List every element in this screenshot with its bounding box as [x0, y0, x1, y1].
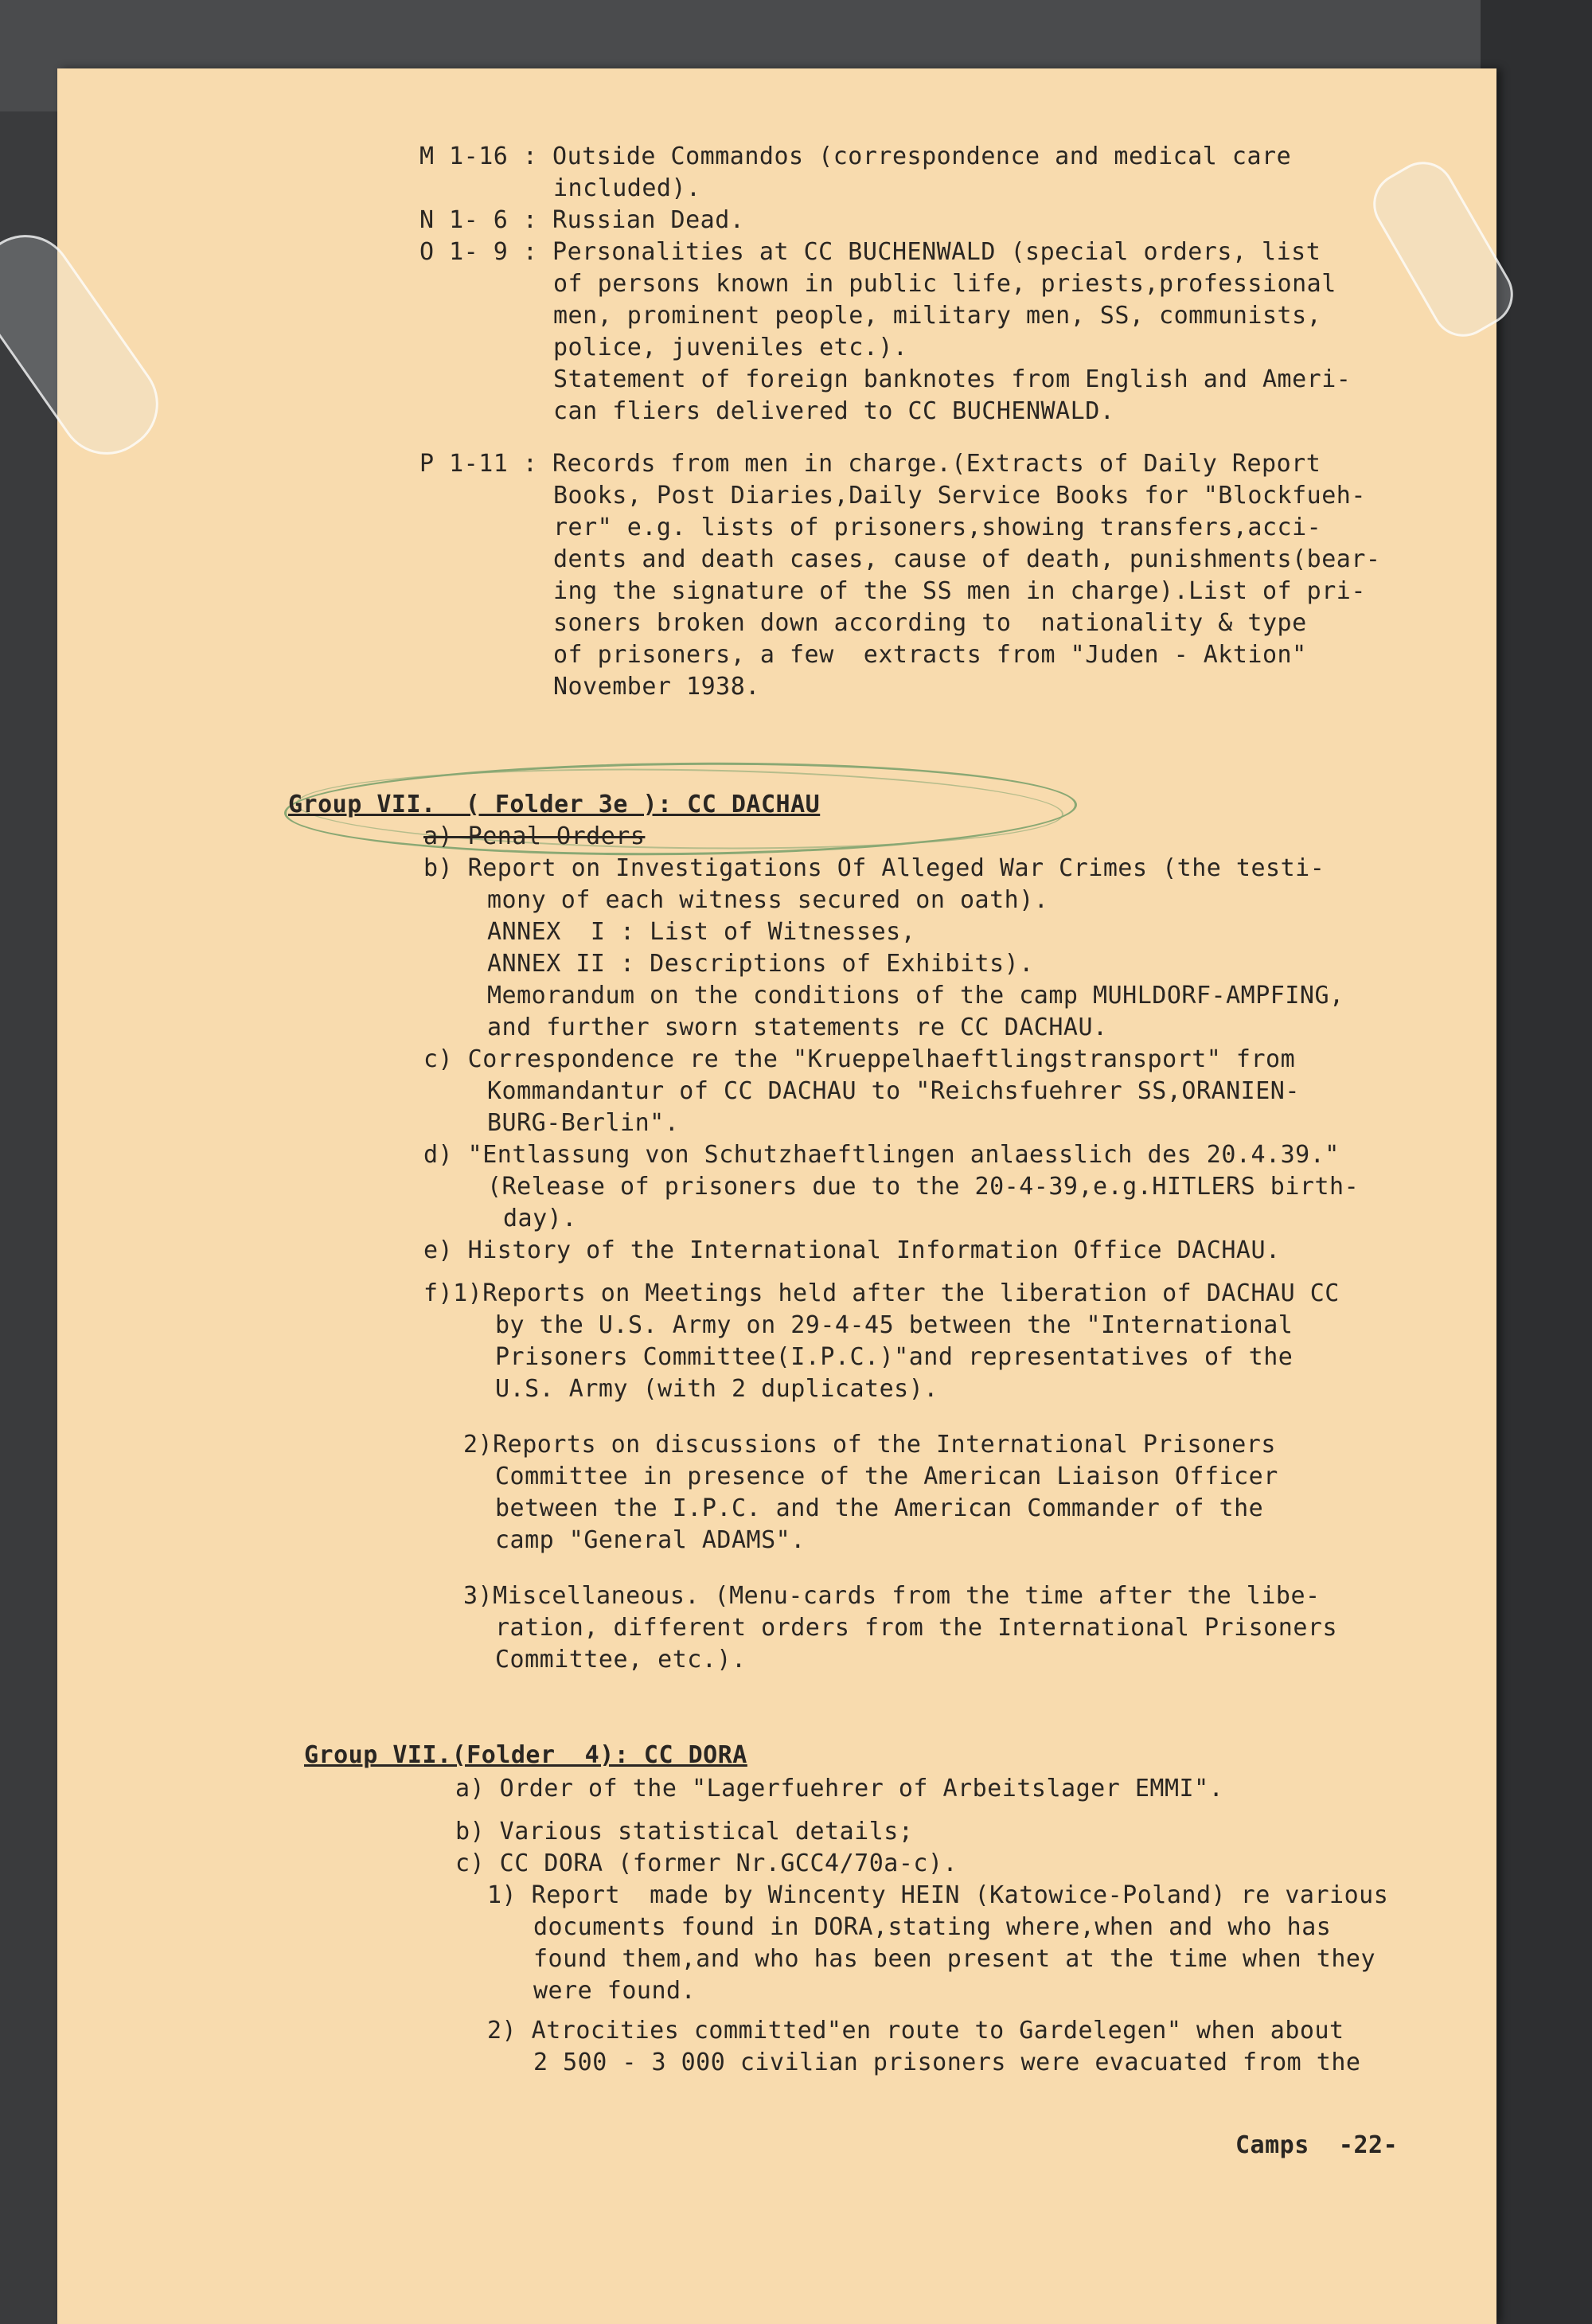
entry-p-line-6: soners broken down according to nationality & type — [553, 609, 1307, 637]
dora-item-1-line-2: documents found in DORA,stating where,when and who has — [533, 1913, 1332, 1941]
entry-o-line-6: can fliers delivered to CC BUCHENWALD. — [553, 397, 1115, 425]
dachau-item-f2-line-4: camp "General ADAMS". — [495, 1526, 806, 1554]
dora-item-c: c) CC DORA (former Nr.GCC4/70a-c). — [455, 1849, 958, 1877]
entry-o-line-5: Statement of foreign banknotes from English and Ameri- — [553, 365, 1352, 393]
dora-item-1-line-3: found them,and who has been present at the time when they — [533, 1945, 1376, 1973]
dachau-item-f3-line-3: Committee, etc.). — [495, 1646, 747, 1674]
dachau-item-f3-line-2: ration, different orders from the International Prisoners — [495, 1614, 1338, 1642]
dora-item-b: b) Various statistical details; — [455, 1818, 914, 1846]
dachau-item-b-line-4: ANNEX II : Descriptions of Exhibits). — [487, 950, 1034, 978]
dachau-item-f1-line-2: by the U.S. Army on 29-4-45 between the "International — [495, 1311, 1294, 1339]
background-right — [1481, 0, 1592, 2324]
dachau-item-b-line-2: mony of each witness secured on oath). — [487, 886, 1049, 914]
dora-item-1-line-4: were found. — [533, 1977, 696, 2005]
entry-p-line-2: Books, Post Diaries,Daily Service Books for "Blockfueh- — [553, 482, 1366, 510]
dachau-item-b-line-5: Memorandum on the conditions of the camp MUHLDORF-AMPFING, — [487, 982, 1344, 1010]
page-footer: Camps -22- — [1235, 2131, 1399, 2159]
entry-p-line-7: of prisoners, a few extracts from "Juden - Aktion" — [553, 641, 1307, 669]
dora-item-a: a) Order of the "Lagerfuehrer of Arbeitslager EMMI". — [455, 1775, 1224, 1803]
dachau-item-d-line-1: d) "Entlassung von Schutzhaeftlingen anlaesslich des 20.4.39." — [423, 1141, 1340, 1169]
dachau-item-b-line-6: and further sworn statements re CC DACHAU. — [487, 1014, 1108, 1041]
heading-dora: Group VII.(Folder 4): CC DORA — [304, 1741, 747, 1769]
dachau-item-f2-line-3: between the I.P.C. and the American Commander of the — [495, 1494, 1264, 1522]
dachau-item-f2-line-2: Committee in presence of the American Liaison Officer — [495, 1463, 1278, 1490]
dachau-item-d-line-2: (Release of prisoners due to the 20-4-39,e.g.HITLERS birth- — [487, 1173, 1360, 1201]
entry-o-line-2: of persons known in public life, priests,professional — [553, 270, 1336, 298]
dachau-item-f1-line-1: f)1)Reports on Meetings held after the liberation of DACHAU CC — [423, 1279, 1340, 1307]
dachau-item-d-line-3: day). — [503, 1205, 577, 1232]
dachau-item-f3-line-1: 3)Miscellaneous. (Menu-cards from the time after the libe- — [463, 1582, 1321, 1610]
entry-o-line-4: police, juveniles etc.). — [553, 334, 908, 361]
entry-o-line-3: men, prominent people, military men, SS, communists, — [553, 302, 1322, 330]
entry-m-line-2: included). — [553, 174, 701, 202]
entry-p-line-4: dents and death cases, cause of death, punishments(bear- — [553, 545, 1381, 573]
entry-p-line-8: November 1938. — [553, 673, 760, 701]
dachau-item-f1-line-3: Prisoners Committee(I.P.C.)"and representatives of the — [495, 1343, 1294, 1371]
dachau-item-c-line-2: Kommandantur of CC DACHAU to "Reichsfuehrer SS,ORANIEN- — [487, 1077, 1300, 1105]
entry-p-line-5: ing the signature of the SS men in charge).List of pri- — [553, 577, 1366, 605]
dora-item-2-line-1: 2) Atrocities committed"en route to Gardelegen" when about — [487, 2017, 1344, 2045]
entry-p-line-1: P 1-11 : Records from men in charge.(Extracts of Daily Report — [419, 450, 1321, 478]
dachau-item-f1-line-4: U.S. Army (with 2 duplicates). — [495, 1375, 938, 1403]
dachau-item-f2-line-1: 2)Reports on discussions of the International Prisoners — [463, 1431, 1276, 1459]
entry-m-line-1: M 1-16 : Outside Commandos (correspondence and medical care — [419, 143, 1292, 170]
dora-item-1-line-1: 1) Report made by Wincenty HEIN (Katowice-Poland) re various — [487, 1881, 1389, 1909]
entry-o-line-1: O 1- 9 : Personalities at CC BUCHENWALD (special orders, list — [419, 238, 1321, 266]
dachau-item-c-line-1: c) Correspondence re the "Krueppelhaeftlingstransport" from — [423, 1045, 1296, 1073]
dachau-item-e: e) History of the International Information Office DACHAU. — [423, 1236, 1281, 1264]
dora-item-2-line-2: 2 500 - 3 000 civilian prisoners were evacuated from the — [533, 2049, 1361, 2076]
entry-p-line-3: rer" e.g. lists of prisoners,showing transfers,acci- — [553, 514, 1322, 541]
heading-dachau: Group VII. ( Folder 3e ): CC DACHAU — [288, 791, 821, 818]
entry-n: N 1- 6 : Russian Dead. — [419, 206, 745, 234]
dachau-item-b-line-3: ANNEX I : List of Witnesses, — [487, 918, 916, 946]
document-page — [57, 68, 1496, 2324]
dachau-item-c-line-3: BURG-Berlin". — [487, 1109, 680, 1137]
dachau-item-a: a) Penal Orders — [423, 822, 646, 850]
dachau-item-b-line-1: b) Report on Investigations Of Alleged War Crimes (the testi- — [423, 854, 1325, 882]
